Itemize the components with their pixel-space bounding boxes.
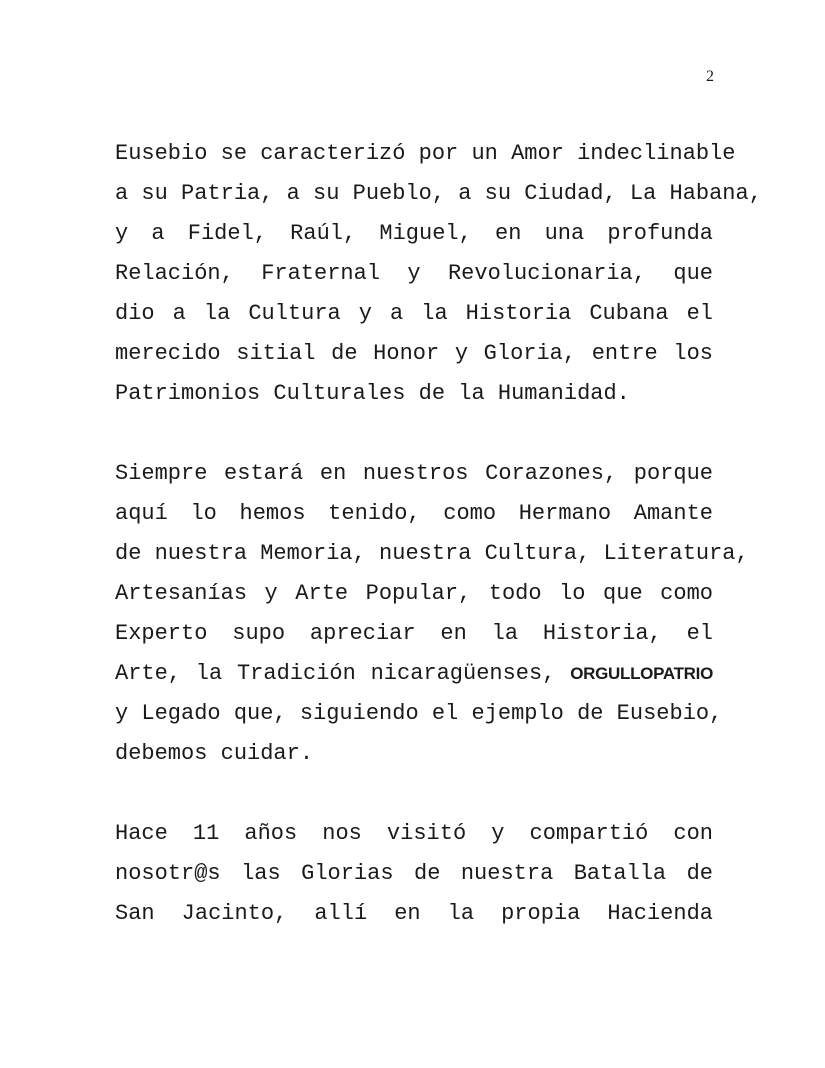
text-line: Artesanías y Arte Popular, todo lo que como [115, 581, 713, 606]
text-line: debemos cuidar. [115, 741, 314, 766]
text-line: aquí lo hemos tenido, como Hermano Amante [115, 501, 713, 526]
text-line: Hace 11 años nos visitó y compartió con [115, 821, 713, 846]
paragraph-3 [115, 814, 713, 934]
text-line: de nuestra Memoria, nuestra Cultura, Literatura, [115, 541, 749, 566]
text-line: San Jacinto, allí en la propia Hacienda [115, 901, 713, 926]
text-line: Eusebio se caracterizó por un Amor indeclinable [115, 141, 736, 166]
text-line: Relación, Fraternal y Revolucionaria, que [115, 261, 713, 286]
text-line-with-emphasis [115, 654, 713, 694]
text-line: dio a la Cultura y a la Historia Cubana el [115, 301, 713, 326]
text-line: Experto supo apreciar en la Historia, el [115, 621, 713, 646]
emphasis-orgullo-patrio: ORGULLOPATRIO [570, 664, 714, 683]
text-line: a su Patria, a su Pueblo, a su Ciudad, La Habana, [115, 181, 762, 206]
text-line: y a Fidel, Raúl, Miguel, en una profunda [115, 221, 713, 246]
text-line: Siempre estará en nuestros Corazones, porque [115, 461, 713, 486]
text-line: y Legado que, siguiendo el ejemplo de Eusebio, [115, 701, 723, 726]
page-number: 2 [706, 68, 714, 85]
text-line-start: Arte, la Tradición nicaragüenses, [115, 661, 556, 686]
text-line: Patrimonios Culturales de la Humanidad. [115, 381, 630, 406]
paragraph-2 [115, 454, 749, 774]
text-line: merecido sitial de Honor y Gloria, entre los [115, 341, 713, 366]
text-line: nosotr@s las Glorias de nuestra Batalla de [115, 861, 713, 886]
paragraph-1 [115, 134, 762, 414]
